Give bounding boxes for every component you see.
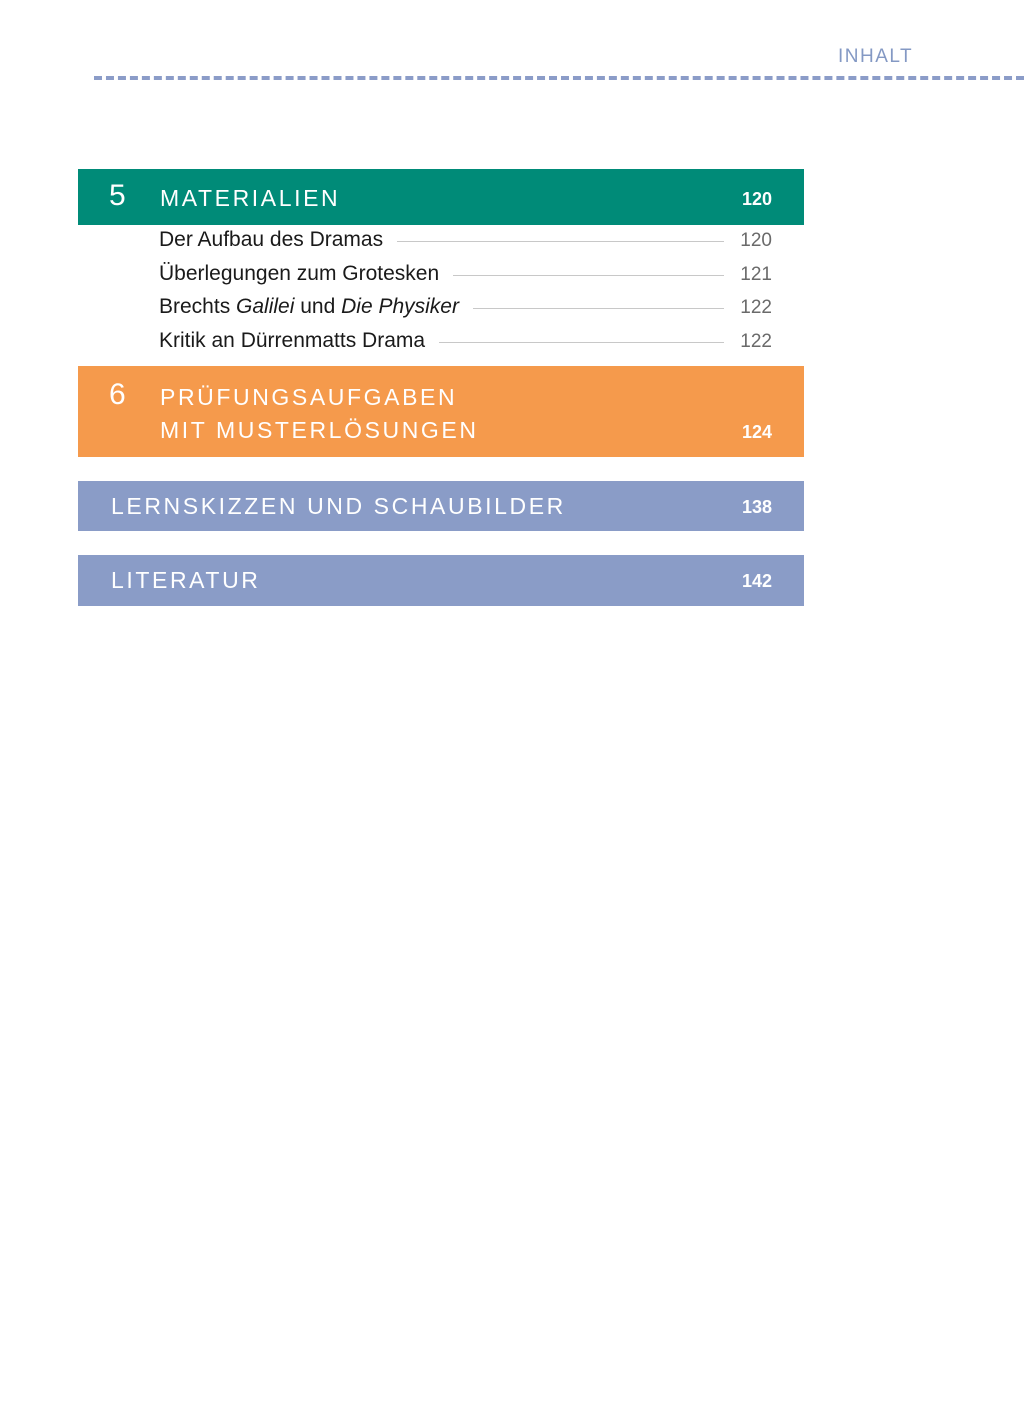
toc-entry[interactable] [159, 295, 772, 329]
chapter-title-line-1: PRÜFUNGSAUFGABEN [160, 384, 458, 410]
toc-entry-label: Kritik an Dürrenmatts Drama [159, 328, 426, 352]
toc-entry-label-text: und [294, 295, 342, 318]
chapter-title: MATERIALIEN [160, 185, 341, 211]
toc-entry-label: Der Aufbau des Dramas [159, 228, 384, 251]
running-head: INHALT [838, 46, 914, 67]
toc-entry-label [159, 295, 459, 319]
toc-entry-label: Überlegungen zum Grotesken [159, 261, 440, 285]
section-page-number: 142 [741, 571, 772, 591]
toc-leader-line [473, 308, 724, 309]
toc-entry-page: 122 [740, 330, 772, 352]
chapter-number: 5 [109, 179, 126, 212]
chapter-5-bar[interactable] [78, 169, 804, 225]
toc-entry[interactable] [159, 262, 772, 296]
toc-leader-line [453, 275, 724, 276]
dashed-rule [94, 76, 1024, 80]
toc-entry[interactable] [159, 228, 772, 262]
chapter-6-bar[interactable] [78, 366, 804, 457]
toc-entry[interactable] [159, 329, 772, 363]
toc-leader-line [397, 241, 724, 242]
section-lernskizzen-bar[interactable] [78, 481, 804, 531]
toc-entry-page: 122 [740, 297, 772, 318]
chapter-page-number: 120 [741, 189, 772, 209]
section-title: LERNSKIZZEN UND SCHAUBILDER [111, 493, 566, 519]
toc-entry-label-italic: Die Physiker [341, 295, 459, 318]
toc-entry-label-text: Brechts [159, 295, 237, 318]
section-page-number: 138 [741, 497, 772, 517]
toc-leader-line [439, 342, 724, 343]
chapter-5-entries [159, 228, 772, 362]
chapter-page-number: 124 [741, 422, 772, 442]
toc-entry-label-italic: Galilei [236, 295, 295, 318]
chapter-title-line-2: MIT MUSTERLÖSUNGEN [160, 417, 479, 443]
section-literatur-bar[interactable] [78, 555, 804, 606]
chapter-number: 6 [109, 378, 126, 411]
section-title: LITERATUR [111, 567, 261, 593]
toc-entry-page: 120 [740, 230, 772, 251]
toc-entry-page: 121 [740, 263, 772, 285]
